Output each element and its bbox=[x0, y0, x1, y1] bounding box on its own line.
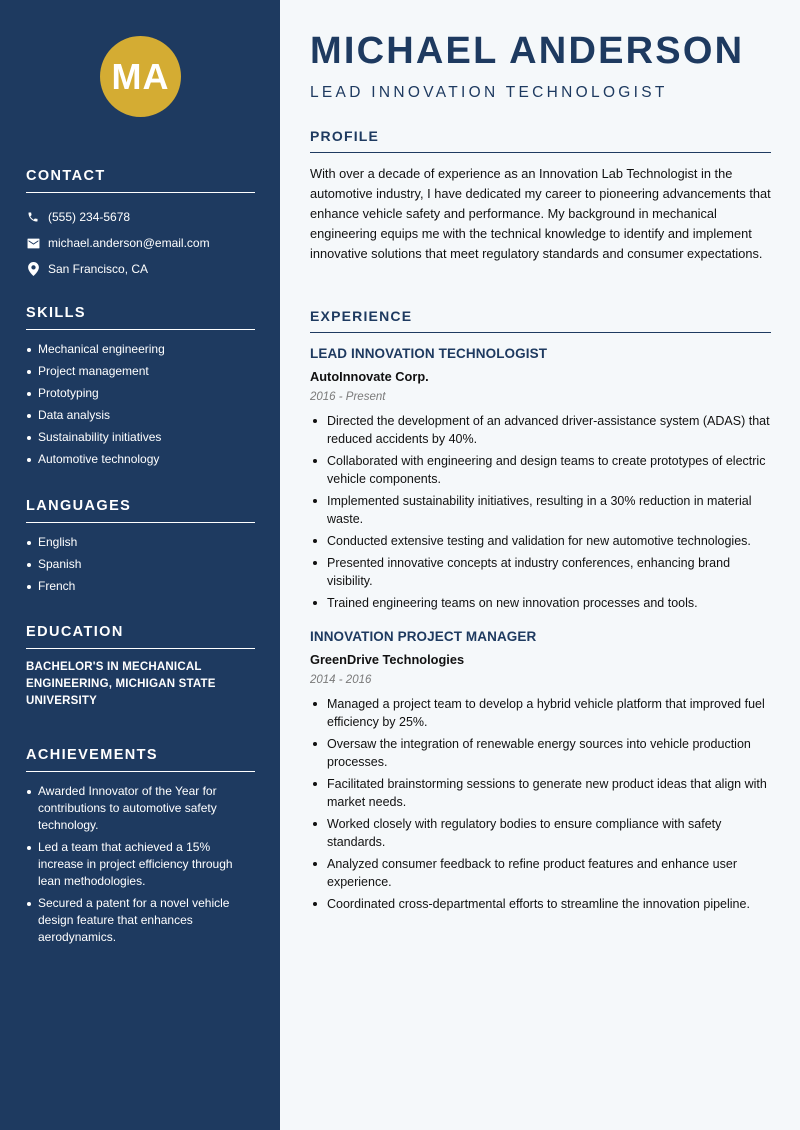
list-item: Coordinated cross-departmental efforts to streamline the innovation pipeline. bbox=[310, 895, 771, 913]
education-heading: EDUCATION bbox=[26, 624, 255, 649]
achievements-heading: ACHIEVEMENTS bbox=[26, 747, 255, 772]
profile-heading: PROFILE bbox=[310, 128, 771, 153]
job-title: INNOVATION PROJECT MANAGER bbox=[310, 629, 537, 644]
education-section bbox=[26, 624, 255, 710]
skills-list bbox=[26, 341, 255, 468]
job-dates: 2014 - 2016 bbox=[310, 674, 372, 686]
contact-list bbox=[26, 204, 255, 282]
list-item: Spanish bbox=[26, 556, 255, 573]
contact-section bbox=[26, 168, 255, 282]
list-item: Facilitated brainstorming sessions to generate new product ideas that align with market needs. bbox=[310, 775, 771, 811]
profile-section bbox=[310, 128, 771, 264]
education-degree: BACHELOR'S IN MECHANICAL ENGINEERING, MICHIGAN STATE UNIVERSITY bbox=[26, 661, 216, 707]
list-item: Oversaw the integration of renewable energy sources into vehicle production processes. bbox=[310, 735, 771, 771]
list-item: Led a team that achieved a 15% increase in project efficiency through lean methodologies. bbox=[26, 839, 255, 890]
job-entry bbox=[310, 629, 771, 913]
list-item: English bbox=[26, 534, 255, 551]
list-item: Managed a project team to develop a hybrid vehicle platform that improved fuel efficiency by 25%. bbox=[310, 695, 771, 731]
list-item: Mechanical engineering bbox=[26, 341, 255, 358]
list-item: Automotive technology bbox=[26, 451, 255, 468]
languages-heading: LANGUAGES bbox=[26, 498, 255, 523]
job-title: LEAD INNOVATION TECHNOLOGIST bbox=[310, 346, 548, 361]
list-item: Trained engineering teams on new innovation processes and tools. bbox=[310, 594, 771, 612]
contact-heading: CONTACT bbox=[26, 168, 255, 193]
contact-item-email bbox=[26, 230, 255, 256]
contact-location: San Francisco, CA bbox=[48, 262, 149, 276]
phone-icon bbox=[26, 210, 40, 224]
list-item: Conducted extensive testing and validation for new automotive technologies. bbox=[310, 532, 771, 550]
contact-item-location bbox=[26, 256, 255, 282]
location-pin-icon bbox=[26, 262, 40, 276]
page-title: MICHAEL ANDERSON bbox=[310, 30, 745, 72]
list-item: Project management bbox=[26, 363, 255, 380]
sidebar bbox=[0, 0, 280, 1130]
achievements-section bbox=[26, 747, 255, 951]
job-bullets bbox=[310, 695, 771, 913]
list-item: Prototyping bbox=[26, 385, 255, 402]
contact-phone[interactable]: (555) 234-5678 bbox=[48, 210, 131, 224]
job-bullets bbox=[310, 412, 771, 612]
languages-section bbox=[26, 498, 255, 600]
list-item: Secured a patent for a novel vehicle design feature that enhances aerodynamics. bbox=[26, 895, 255, 946]
list-item: Directed the development of an advanced driver-assistance system (ADAS) that reduced accidents by 40%. bbox=[310, 412, 771, 448]
job-dates: 2016 - Present bbox=[310, 391, 386, 403]
job-company: AutoInnovate Corp. bbox=[310, 369, 429, 384]
skills-section bbox=[26, 305, 255, 473]
job-entry bbox=[310, 346, 771, 612]
list-item: Worked closely with regulatory bodies to ensure compliance with safety standards. bbox=[310, 815, 771, 851]
list-item: French bbox=[26, 578, 255, 595]
job-role-subtitle: LEAD INNOVATION TECHNOLOGIST bbox=[310, 84, 668, 101]
list-item: Analyzed consumer feedback to refine product features and enhance user experience. bbox=[310, 855, 771, 891]
contact-email[interactable]: michael.anderson@email.com bbox=[48, 236, 210, 250]
list-item: Collaborated with engineering and design teams to create prototypes of electric vehicle components. bbox=[310, 452, 771, 488]
experience-heading: EXPERIENCE bbox=[310, 308, 771, 333]
list-item: Sustainability initiatives bbox=[26, 429, 255, 446]
list-item: Implemented sustainability initiatives, resulting in a 30% reduction in material waste. bbox=[310, 492, 771, 528]
contact-item-phone bbox=[26, 204, 255, 230]
profile-text: With over a decade of experience as an Innovation Lab Technologist in the automotive industry, I have dedicated my career to pioneering advancements that enhance vehicle safety and performance. My background in mechanical engineering equips me with the technical knowledge to identify and implement innovative solutions that meet regulatory standards and consumer expectations. bbox=[310, 166, 771, 261]
list-item: Data analysis bbox=[26, 407, 255, 424]
email-icon bbox=[26, 236, 40, 250]
job-company: GreenDrive Technologies bbox=[310, 652, 465, 667]
achievements-list bbox=[26, 783, 255, 946]
avatar: MA bbox=[100, 36, 181, 117]
list-item: Presented innovative concepts at industry conferences, enhancing brand visibility. bbox=[310, 554, 771, 590]
experience-section bbox=[310, 308, 771, 917]
list-item: Awarded Innovator of the Year for contributions to automotive safety technology. bbox=[26, 783, 255, 834]
skills-heading: SKILLS bbox=[26, 305, 255, 330]
languages-list bbox=[26, 534, 255, 595]
